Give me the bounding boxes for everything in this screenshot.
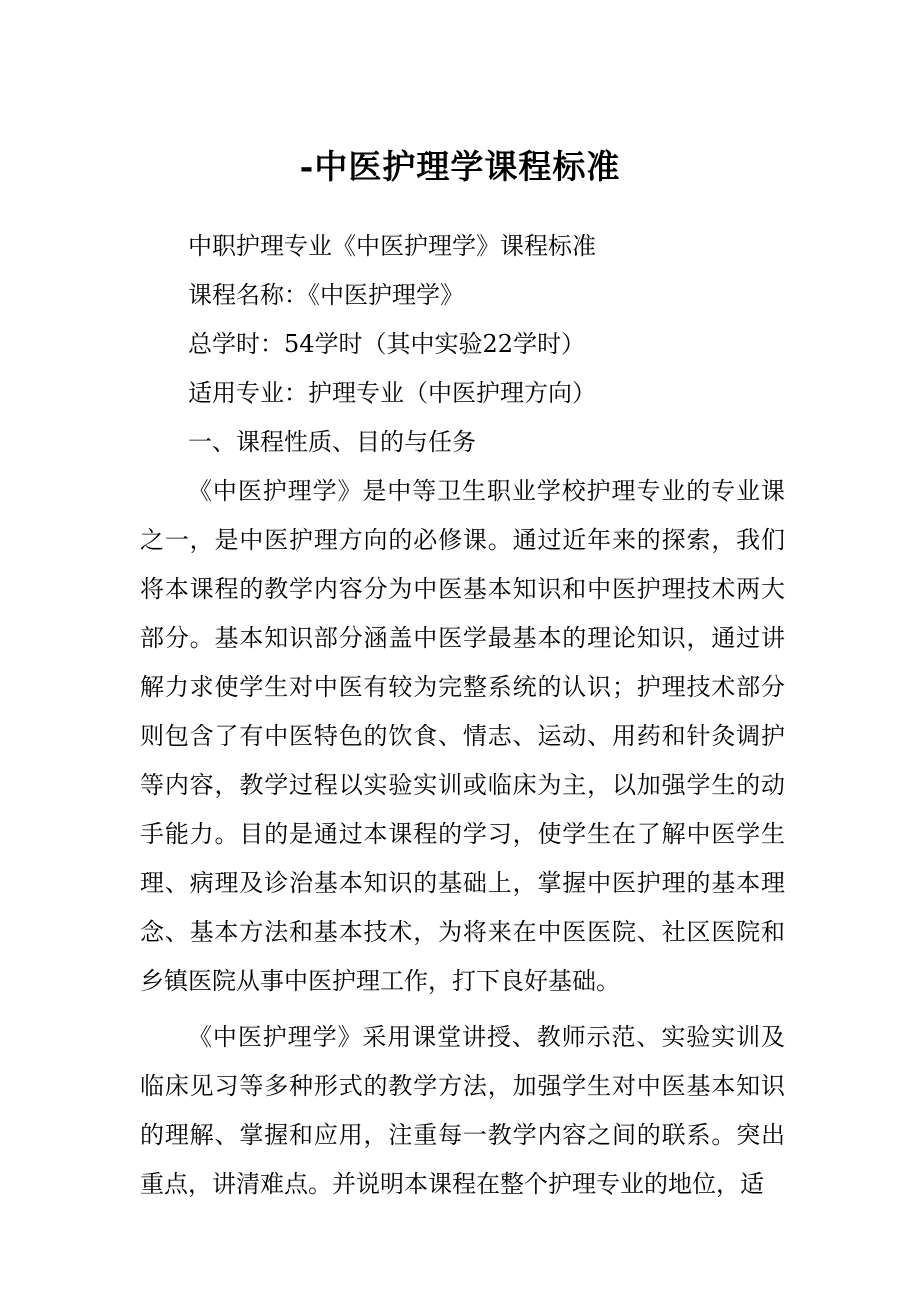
applicable-major-line: 适用专业：护理专业（中医护理方向）	[188, 379, 596, 407]
course-name-line: 课程名称：《中医护理学》	[188, 281, 464, 309]
section-heading: 一、课程性质、目的与任务	[188, 428, 476, 456]
course-nature-paragraph: 《中医护理学》是中等卫生职业学校护理专业的专业课之一，是中医护理方向的必修课。通过近年来的探索，我们将本课程的教学内容分为中医基本知识和中医护理技术两大部分。基本知识部分涵盖中医学最基本的理论知识，通过讲解力求使学生对中医有较为完整系统的认识；护理技术部分则包含了有中医特色的饮食、情志、运动、用药和针灸调护等内容，教学过程以实验实训或临床为主，以加强学生的动手能力。目的是通过本课程的学习，使学生在了解中医学生理、病理及诊治基本知识的基础上，掌握中医护理的基本理念、基本方法和基本技术，为将来在中医医院、社区医院和乡镇医院从事中医护理工作，打下良好基础。	[140, 477, 785, 995]
document-title: -中医护理学课程标准	[299, 147, 621, 186]
teaching-method-paragraph: 《中医护理学》采用课堂讲授、教师示范、实验实训及临床见习等多种形式的教学方法，加强学生对中医基本知识的理解、掌握和应用，注重每一教学内容之间的联系。突出重点，讲清难点。并说明本课程在整个护理专业的地位，适	[140, 1023, 785, 1198]
total-hours-line: 总学时：54学时（其中实验22学时）	[188, 330, 586, 358]
course-standard-heading: 中职护理专业《中医护理学》课程标准	[188, 232, 596, 260]
document-body	[140, 222, 785, 1209]
